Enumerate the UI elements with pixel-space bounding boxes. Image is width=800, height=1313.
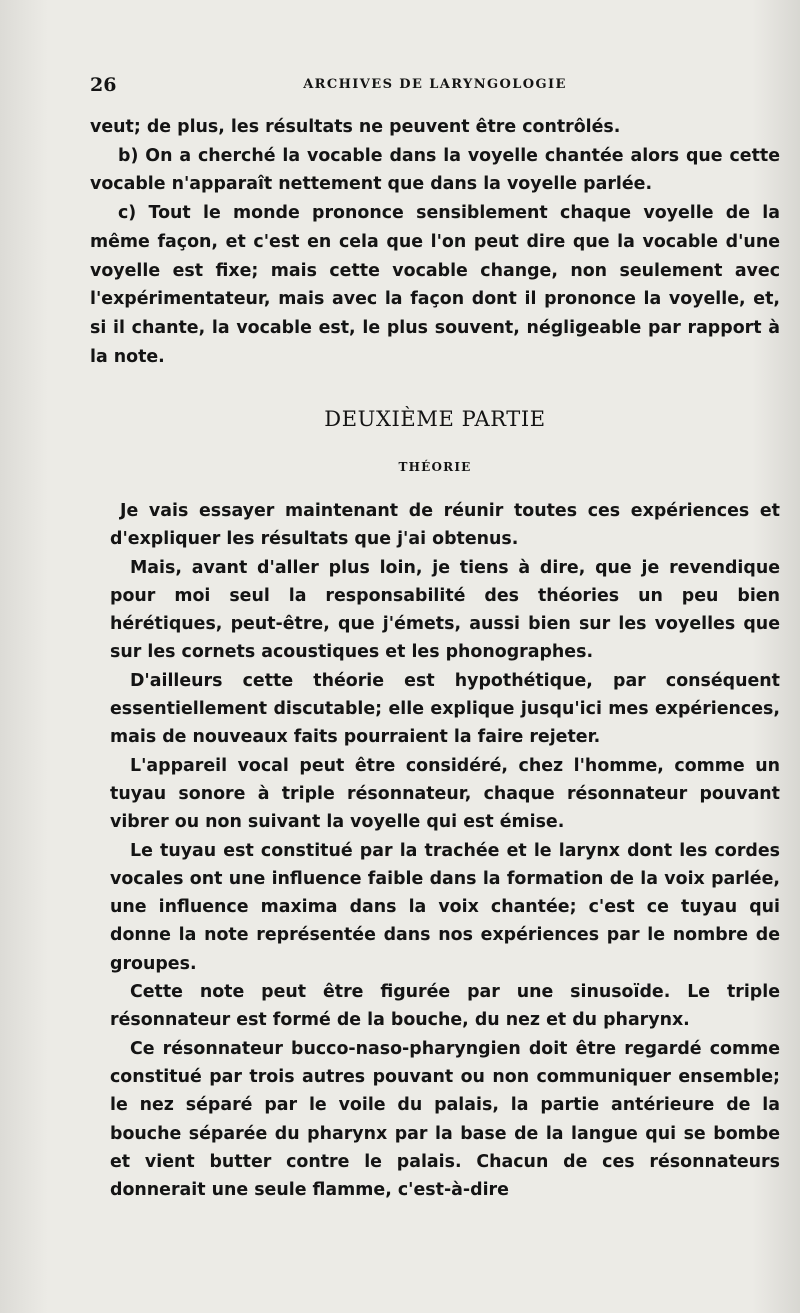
paragraph: veut; de plus, les résultats ne peuvent être contrôlés. — [90, 117, 621, 137]
paragraph: Cette note peut être figurée par une sinusoïde. Le triple résonnateur est formé de la bouche, du nez et du pharynx. — [110, 982, 780, 1031]
paragraph: Mais, avant d'aller plus loin, je tiens à dire, que je revendique pour moi seul la responsabilité des théories un peu bien hérétiques, peut-être, que j'émets, aussi bien sur les voyelles que sur les cornets acoustiques et les phonographes. — [110, 557, 780, 663]
page-number: 26 — [90, 74, 117, 96]
paragraph: Le tuyau est constitué par la trachée et le larynx dont les cordes vocales ont une influence faible dans la formation de la voix parlée, une influence maxima dans la voix chantée; c'est ce tuyau qui donne la note représentée dans nos expériences par le nombre de groupes. — [110, 840, 780, 974]
section-2-text — [110, 497, 780, 1204]
paragraph: L'appareil vocal peut être considéré, chez l'homme, comme un tuyau sonore à triple résonnateur, chaque résonnateur pouvant vibrer ou non suivant la voyelle qui est émise. — [110, 755, 780, 833]
paragraph: Ce résonnateur bucco-naso-pharyngien doit être regardé comme constitué par trois autres pouvant ou non communiquer ensemble; le nez séparé par le voile du palais, la partie antérieure de la bouche séparée du pharynx par la base de la langue qui se bombe et vient butter contre le palais. Chacun de ces résonnateurs donnerait une seule flamme, c'est-à-dire — [110, 1038, 780, 1201]
running-title: ARCHIVES DE LARYNGOLOGIE — [303, 77, 567, 92]
paragraph: b) On a cherché la vocable dans la voyelle chantée alors que cette vocable n'apparaît nettement que dans la voyelle parlée. — [90, 145, 780, 195]
paragraph: c) Tout le monde prononce sensiblement chaque voyelle de la même façon, et c'est en cela que l'on peut dire que la vocable d'une voyelle est fixe; mais cette vocable change, non seulement avec l'expérimentateur, mais avec la façon dont il prononce la voyelle, et, si il chante, la vocable est, le plus souvent, négligeable par rapport à la note. — [90, 203, 780, 367]
paragraph: Je vais essayer maintenant de réunir toutes ces expériences et d'expliquer les résultats que j'ai obtenus. — [110, 501, 780, 550]
subsection-title: THÉORIE — [398, 460, 472, 474]
paragraph: D'ailleurs cette théorie est hypothétique, par conséquent essentiellement discutable; elle explique jusqu'ici mes expériences, mais de nouveaux faits pourraient la faire rejeter. — [110, 670, 780, 748]
section-1-text — [90, 113, 780, 371]
section-title: DEUXIÈME PARTIE — [324, 407, 546, 431]
page-header — [90, 74, 780, 102]
